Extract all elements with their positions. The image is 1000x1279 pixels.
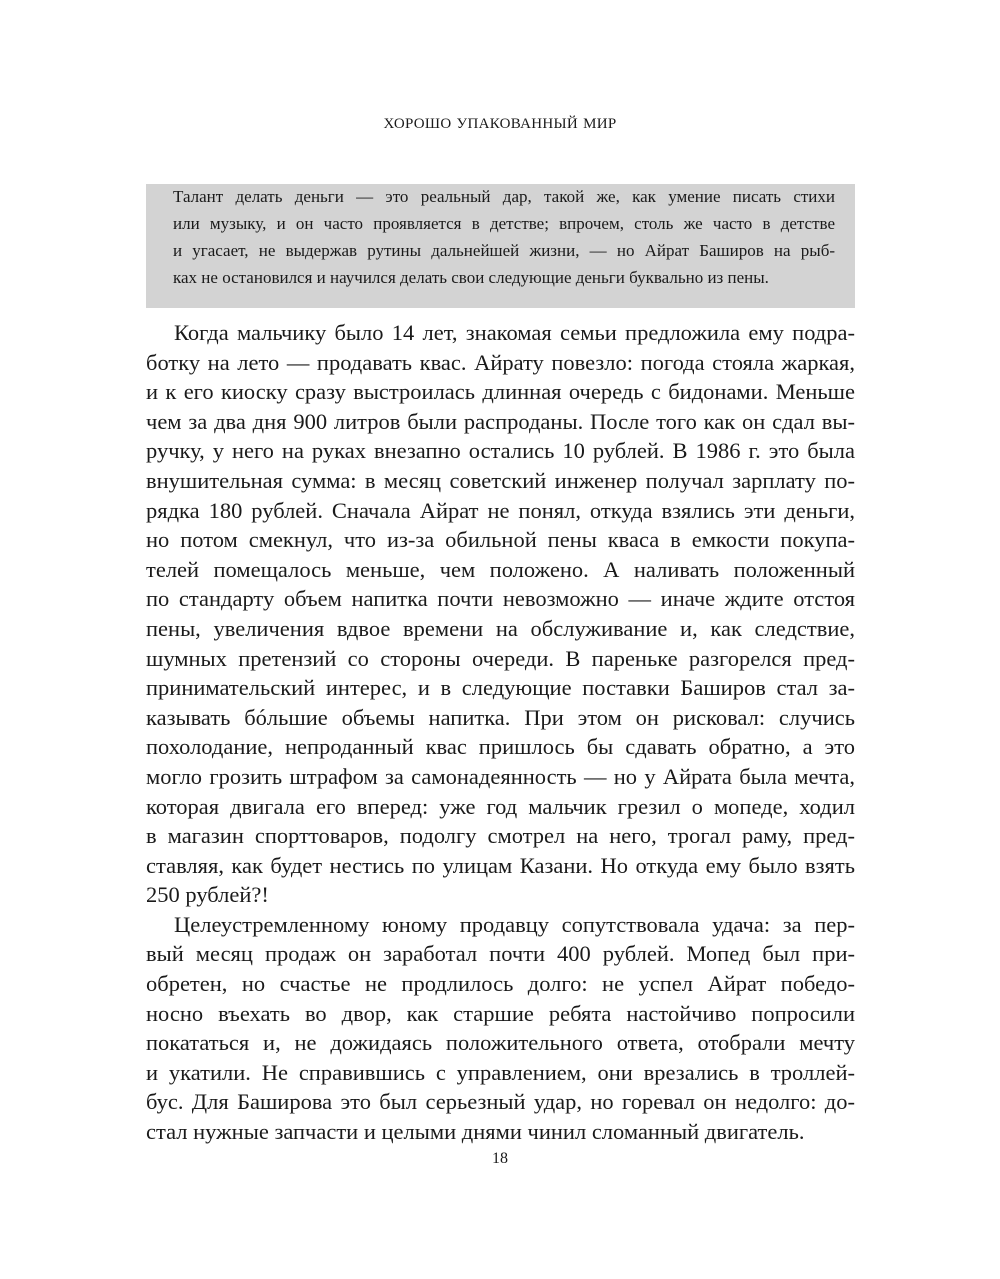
paragraph-line: в магазин спорттоваров, подолгу смотрел на него, трогал раму, пред-: [146, 823, 855, 849]
page-number: 18: [492, 1150, 508, 1167]
paragraph-line: внушительная сумма: в месяц советский инженер получал зарплату по-: [146, 467, 855, 493]
paragraph-line: пены, увеличения вдвое времени на обслуживание и, как следствие,: [146, 615, 855, 641]
epigraph-line: Талант делать деньги — это реальный дар, такой же, как умение писать стихи: [173, 187, 835, 206]
paragraph-line: могло грозить штрафом за самонадеянность — но у Айрата была мечта,: [146, 763, 855, 789]
paragraph-line: 250 рублей?!: [146, 882, 269, 908]
paragraph-line: принимательский интерес, и в следующие поставки Баширов стал за-: [146, 675, 855, 701]
paragraph-line: Когда мальчику было 14 лет, знакомая семьи предложила ему подра-: [174, 320, 855, 345]
paragraph-line: ручку, у него на руках внезапно остались 10 рублей. В 1986 г. это была: [146, 438, 855, 464]
paragraph-line: чем за два дня 900 литров были распроданы. После того как он сдал вы-: [146, 408, 855, 434]
paragraph-line: бус. Для Баширова это был серьезный удар, но горевал он недолго: до-: [146, 1089, 855, 1115]
paragraph-line: казывать бóльшие объемы напитка. При этом он рисковал: случись: [146, 704, 855, 730]
epigraph-line: ках не остановился и научился делать свои следующие деньги буквально из пены.: [173, 268, 769, 287]
running-head: ХОРОШО УПАКОВАННЫЙ МИР: [383, 116, 617, 132]
paragraph-line: которая двигала его вперед: уже год мальчик грезил о мопеде, ходил: [146, 793, 855, 819]
epigraph-line: или музыку, и он часто проявляется в детстве; впрочем, столь же часто в детстве: [173, 214, 835, 233]
paragraph-line: и к его киоску сразу выстроилась длинная очередь с бидонами. Меньше: [146, 379, 855, 405]
paragraph-line: но потом смекнул, что из-за обильной пены кваса в емкости покупа-: [146, 527, 855, 553]
paragraph-line: шумных претензий со стороны очереди. В пареньке разгорелся пред-: [146, 645, 855, 671]
paragraph-line: телей помещалось меньше, чем положено. А наливать положенный: [146, 556, 855, 582]
paragraph-line: ботку на лето — продавать квас. Айрату повезло: погода стояла жаркая,: [146, 349, 855, 375]
paragraph-line: стал нужные запчасти и целыми днями чинил сломанный двигатель.: [146, 1119, 805, 1145]
paragraph-line: носно въехать во двор, как старшие ребята настойчиво попросили: [146, 1000, 855, 1026]
paragraph-line: покататься и, не дожидаясь положительного ответа, отобрали мечту: [146, 1030, 855, 1056]
paragraph-line: ставляя, как будет нестись по улицам Казани. Но откуда ему было взять: [146, 852, 855, 878]
paragraph-line: Целеустремленному юному продавцу сопутствовала удача: за пер-: [174, 911, 855, 937]
paragraph-line: по стандарту объем напитка почти невозможно — иначе ждите отстоя: [146, 586, 855, 612]
body-text: [146, 318, 855, 1147]
paragraph-line: рядка 180 рублей. Сначала Айрат не понял, откуда взялись эти деньги,: [146, 497, 855, 523]
paragraph-line: и укатили. Не справившись с управлением, они врезались в троллей-: [146, 1059, 855, 1085]
paragraph-line: вый месяц продаж он заработал почти 400 рублей. Мопед был при-: [146, 941, 855, 967]
epigraph-box: [146, 184, 855, 308]
epigraph-line: и угасает, не выдержав рутины дальнейшей жизни, — но Айрат Баширов на рыб-: [173, 241, 835, 260]
paragraph-line: обретен, но счастье не продлилось долго: не успел Айрат победо-: [146, 971, 855, 997]
paragraph-line: похолодание, непроданный квас пришлось бы сдавать обратно, а это: [146, 734, 855, 760]
